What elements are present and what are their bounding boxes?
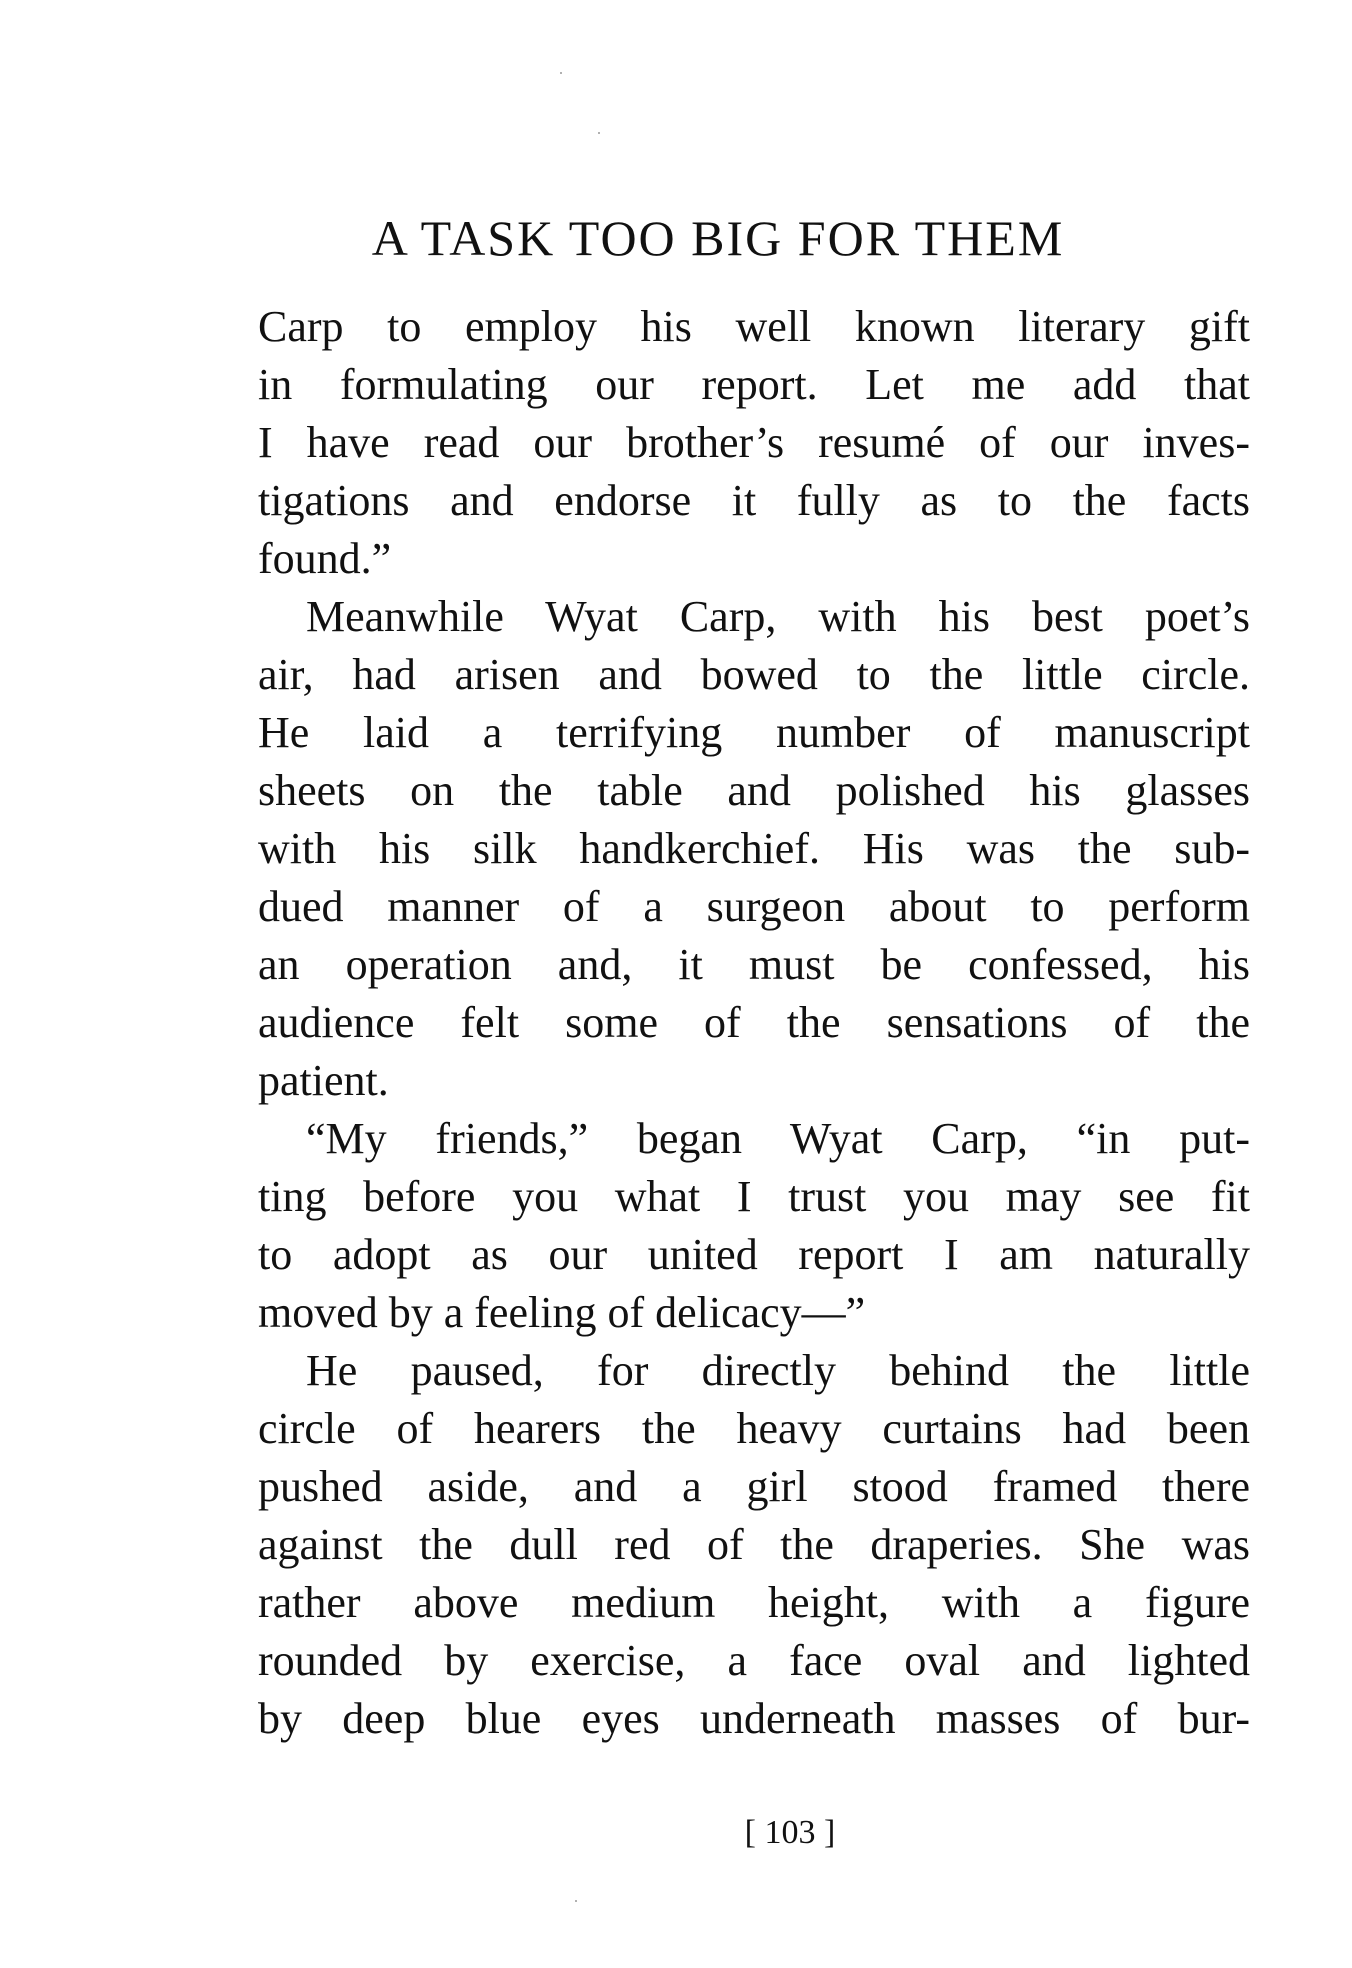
text-line: I have read our brother’s resumé of our inves- <box>258 418 1250 467</box>
text-line: dued manner of a surgeon about to perform <box>258 882 1250 931</box>
text-line: sheets on the table and polished his glasses <box>258 766 1250 815</box>
text-line: by deep blue eyes underneath masses of bur- <box>258 1694 1250 1743</box>
text-line: pushed aside, and a girl stood framed there <box>258 1462 1250 1511</box>
text-line: an operation and, it must be confessed, his <box>258 940 1250 989</box>
text-line: in formulating our report. Let me add that <box>258 360 1250 409</box>
body-text <box>258 298 1250 1748</box>
text-line: rather above medium height, with a figure <box>258 1578 1250 1627</box>
text-line: circle of hearers the heavy curtains had been <box>258 1404 1250 1453</box>
running-head-text: A TASK TOO BIG FOR THEM <box>371 210 1065 266</box>
paper-speck <box>598 132 600 134</box>
text-line: He laid a terrifying number of manuscript <box>258 708 1250 757</box>
text-line: “My friends,” began Wyat Carp, “in put- <box>306 1114 1250 1163</box>
page-number-text: [ 103 ] <box>744 1814 836 1851</box>
text-line: against the dull red of the draperies. She was <box>258 1520 1250 1569</box>
running-head <box>0 208 1352 268</box>
text-line: Carp to employ his well known literary gift <box>258 302 1250 351</box>
paper-speck <box>560 72 562 74</box>
text-line: moved by a feeling of delicacy—” <box>258 1288 866 1337</box>
text-line: Meanwhile Wyat Carp, with his best poet’s <box>306 592 1250 641</box>
text-line: found.” <box>258 534 392 583</box>
text-line: tigations and endorse it fully as to the facts <box>258 476 1250 525</box>
text-line: rounded by exercise, a face oval and lighted <box>258 1636 1250 1685</box>
text-line: ting before you what I trust you may see fit <box>258 1172 1250 1221</box>
text-line: with his silk handkerchief. His was the sub- <box>258 824 1250 873</box>
text-line: air, had arisen and bowed to the little circle. <box>258 650 1250 699</box>
text-line: to adopt as our united report I am naturally <box>258 1230 1250 1279</box>
text-line: He paused, for directly behind the little <box>306 1346 1250 1395</box>
paper-speck <box>575 1900 577 1902</box>
text-line: audience felt some of the sensations of the <box>258 998 1250 1047</box>
text-line: patient. <box>258 1056 389 1105</box>
page-number <box>0 1813 1352 1853</box>
